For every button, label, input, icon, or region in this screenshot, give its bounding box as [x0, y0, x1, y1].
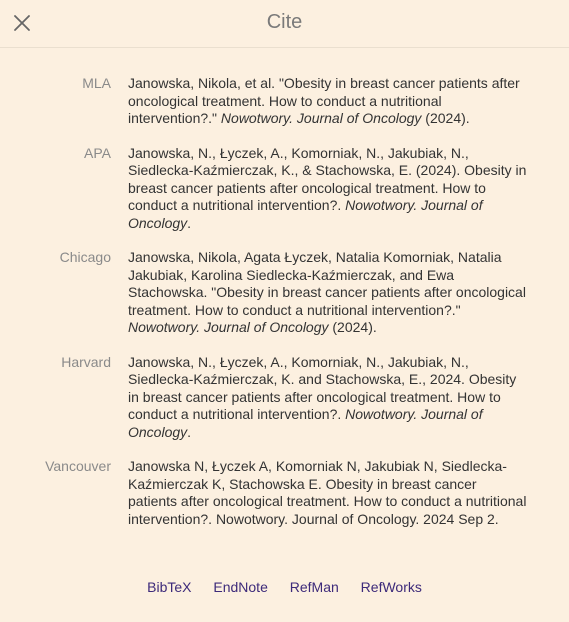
citation-style-label: Chicago — [59, 249, 111, 265]
citation-text-main: Janowska, Nikola, Agata Łyczek, Natalia Komorniak, Natalia Jakubiak, Karolina Siedlecka-Kaźmierczak, and Ewa Stachowska. "Obesity in breast cancer patients after oncological treatment. How to conduct a nutritional intervention?." — [128, 249, 526, 318]
citation-text-main: Janowska, Nikola, et al. "Obesity in breast cancer patients after oncological treatment. How to conduct a nutritional intervention?." — [128, 75, 520, 126]
citation-text-main: Janowska N, Łyczek A, Komorniak N, Jakubiak N, Siedlecka-Kaźmierczak K, Stachowska E. Obesity in breast cancer patients after oncological treatment. How to conduct a nutritional intervention?. Nowotwory. Journal of Oncology. 2024 Sep 2. — [128, 458, 527, 527]
citation-text[interactable] — [128, 75, 528, 128]
citation-text-tail: . — [187, 214, 192, 231]
citation-style-label: Vancouver — [45, 458, 111, 474]
citation-row-mla — [0, 75, 569, 128]
refman-link[interactable]: RefMan — [289, 579, 339, 595]
citation-text[interactable] — [128, 458, 528, 528]
citation-style-label: Harvard — [61, 353, 111, 370]
citation-journal: Nowotwory. Journal of Oncology — [220, 110, 422, 126]
citation-text-tail: . — [187, 423, 192, 440]
citation-journal: Nowotwory. Journal of Oncology — [128, 197, 483, 231]
citation-text[interactable] — [128, 354, 528, 442]
citation-style-label: APA — [84, 144, 111, 161]
citation-style-label: MLA — [82, 75, 111, 91]
citation-row-chicago — [0, 249, 569, 337]
citation-text-tail: (2024). — [328, 319, 377, 335]
citation-text[interactable] — [128, 145, 528, 233]
bibtex-link[interactable]: BibTeX — [147, 579, 192, 595]
dialog-title: Cite — [266, 11, 303, 33]
citation-text-main: Janowska, N., Łyczek, A., Komorniak, N., Jakubiak, N., Siedlecka-Kaźmierczak, K., & Stachowska, E. (2024). Obesity in breast cancer patients after oncological treatment. How to conduct a nutritional intervention?. — [128, 144, 527, 213]
citation-journal: Nowotwory. Journal of Oncology — [128, 406, 483, 440]
citation-text[interactable] — [128, 249, 528, 337]
citation-row-harvard — [0, 354, 569, 442]
dialog-header — [0, 0, 569, 48]
citation-row-apa — [0, 145, 569, 233]
citation-list — [0, 75, 569, 545]
citation-text-tail: (2024). — [421, 110, 470, 126]
export-links — [0, 578, 569, 596]
citation-text-main: Janowska, N., Łyczek, A., Komorniak, N., Jakubiak, N., Siedlecka-Kaźmierczak, K. and Stachowska, E., 2024. Obesity in breast cancer patients after oncological treatment. How to conduct a nutritional intervention?. — [128, 353, 517, 422]
endnote-link[interactable]: EndNote — [213, 579, 268, 595]
citation-journal: Nowotwory. Journal of Oncology — [128, 319, 329, 335]
citation-row-vancouver — [0, 458, 569, 528]
refworks-link[interactable]: RefWorks — [360, 579, 422, 595]
